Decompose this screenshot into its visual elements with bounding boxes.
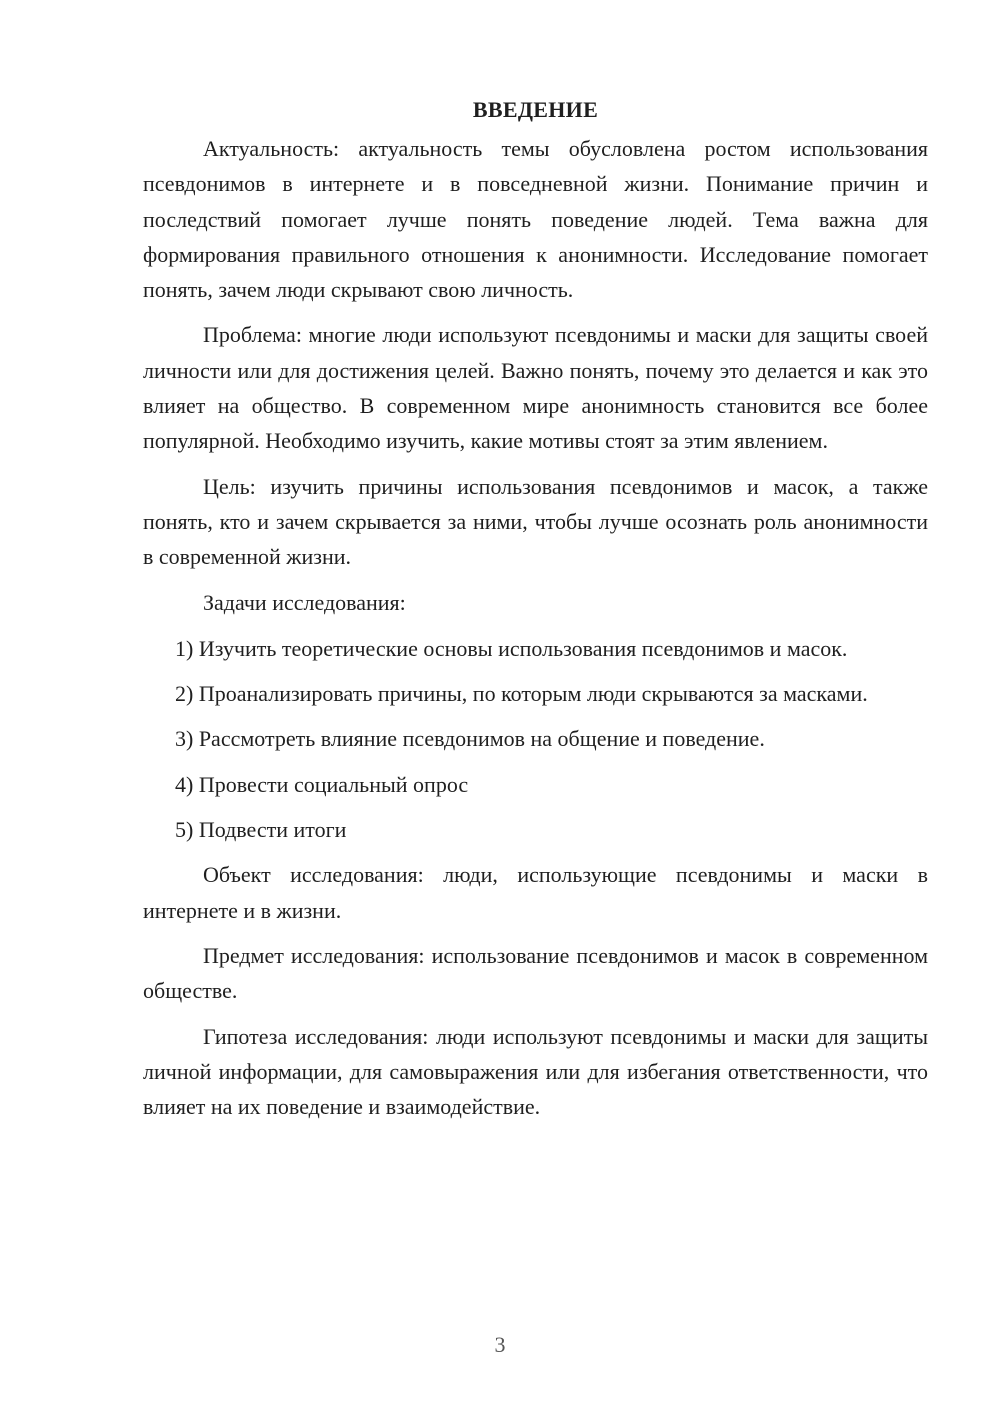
hypothesis-paragraph: Гипотеза исследования: люди используют псевдонимы и маски для защиты личной информации, для самовыражения или для избегания ответственности, что влияет на их поведение и взаимодействие. xyxy=(143,1023,928,1120)
subject-paragraph: Предмет исследования: использование псевдонимов и масок в современном обществе. xyxy=(143,942,928,1004)
task-item: 4) Провести социальный опрос xyxy=(175,771,469,797)
document-page xyxy=(143,92,928,1134)
section-title: ВВЕДЕНИЕ xyxy=(472,97,599,122)
page-number: 3 xyxy=(494,1332,506,1357)
tasks-heading: Задачи исследования: xyxy=(203,589,406,615)
tasks-list xyxy=(143,631,928,847)
task-item: 2) Проанализировать причины, по которым люди скрываются за масками. xyxy=(175,681,868,707)
object-paragraph: Объект исследования: люди, использующие псевдонимы и маски в интернете и в жизни. xyxy=(143,862,928,923)
task-item: 1) Изучить теоретические основы использования псевдонимов и масок. xyxy=(175,635,848,661)
task-item: 3) Рассмотреть влияние псевдонимов на общение и поведение. xyxy=(175,726,765,752)
task-item: 5) Подвести итоги xyxy=(175,817,347,843)
relevance-paragraph: Актуальность: актуальность темы обусловлена ростом использования псевдонимов в интернете и в повседневной жизни. Понимание причин и последствий помогает лучше понять поведение людей. Тема важна для формирования правильного отношения к анонимности. Исследование помогает понять, зачем люди скрывают свою личность. xyxy=(143,136,928,303)
goal-paragraph: Цель: изучить причины использования псевдонимов и масок, а также понять, кто и зачем скрывается за ними, чтобы лучше осознать роль анонимности в современной жизни. xyxy=(143,473,928,570)
problem-paragraph: Проблема: многие люди используют псевдонимы и маски для защиты своей личности или для достижения целей. Важно понять, почему это делается и как это влияет на общество. В современном мире анонимность становится все более популярной. Необходимо изучить, какие мотивы стоят за этим явлением. xyxy=(143,322,928,454)
